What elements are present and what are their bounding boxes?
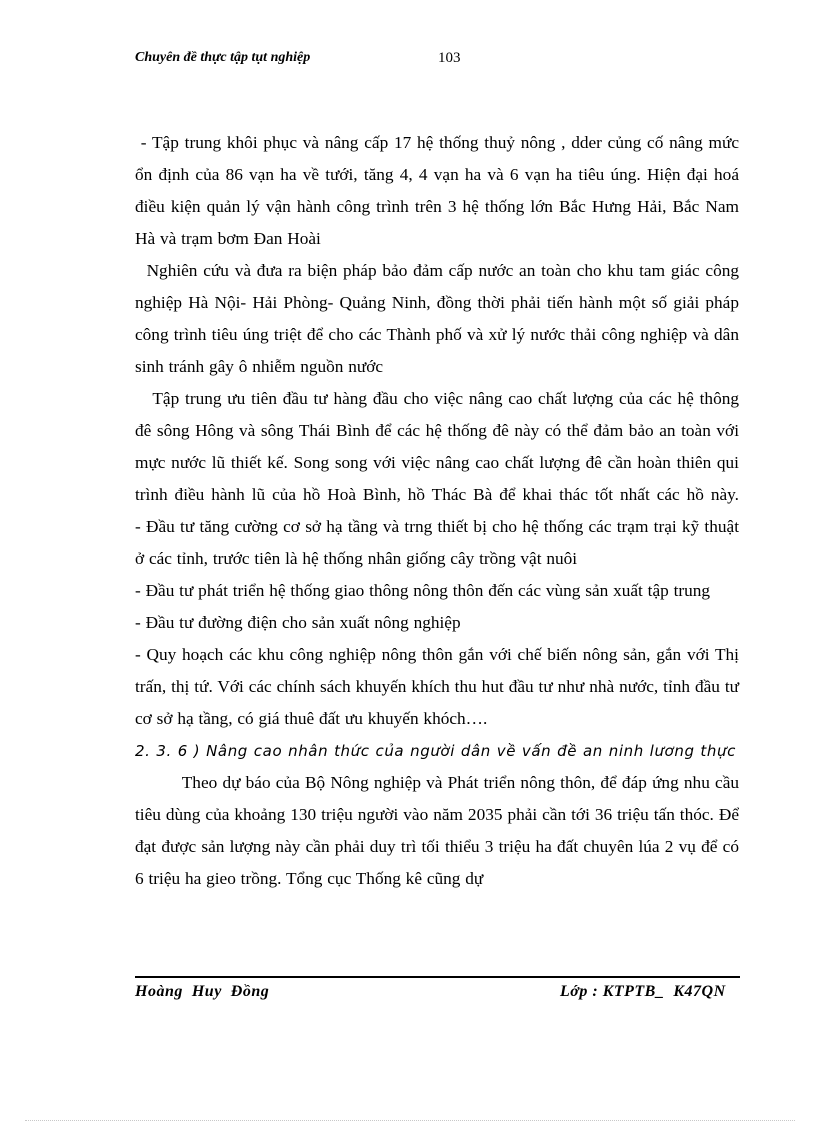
paragraph-dyke-system: Tập trung ưu tiên đầu tư hàng đầu cho việc nâng cao chất lượng của các hệ thông đê sông Hông và sông Thái Bình để các hệ thống đê này có thể đảm bảo an toàn với mực nước lũ thiết kế. Song song với việc nâng cao chất lượng đê cần hoàn thiên qui trình điều hành lũ của hồ Hoà Bình, hồ Thác Bà để khai thác tốt nhất các hồ này.: [135, 389, 744, 504]
footer-author: Hoàng Huy Đồng: [135, 983, 270, 1000]
paragraph-industrial-zones: - Quy hoạch các khu công nghiệp nông thôn gắn với chế biến nông sản, gắn với Thị trấn, thị tứ. Với các chính sách khuyến khích thu hut đầu tư như nhà nước, tỉnh đầu tư cơ sở hạ tầng, có giá thuê đất ưu khuyến khóch….: [135, 645, 739, 728]
paragraph-infrastructure: - Đầu tư tăng cường cơ sở hạ tầng và trng thiết bị cho hệ thống các trạm trại kỹ thuật ở các tỉnh, trước tiên là hệ thống nhân giống cây trồng vật nuôi: [135, 517, 739, 568]
paragraph-transport: - Đầu tư phát triển hệ thống giao thông nông thôn đến các vùng sản xuất tập trung: [135, 581, 711, 600]
header-title: Chuyên đề thực tập tụt nghiệp: [135, 50, 311, 65]
paragraph-water-supply: Nghiên cứu và đưa ra biện pháp bảo đảm cấp nước an toàn cho khu tam giác công nghiệp Hà Nội- Hải Phòng- Quảng Ninh, đồng thời phải tiến hành một số giải pháp công trình tiêu úng triệt để cho các Thành phố và xử lý nước thải công nghiệp và dân sinh tránh gây ô nhiễm nguồn nước: [135, 261, 744, 376]
footer-divider: [135, 976, 740, 978]
paragraph-irrigation: - Tập trung khôi phục và nâng cấp 17 hệ thống thuỷ nông , dder củng cố nâng mức ổn định của 86 vạn ha về tưới, tăng 4, 4 vạn ha và 6 vạn ha tiêu úng. Hiện đại hoá điều kiện quản lý vận hành công trình trên 3 hệ thống lớn Bắc Hưng Hải, Bắc Nam Hà và trạm bơm Đan Hoài: [135, 133, 744, 248]
footer-class: Lớp : KTPTB_ K47QN: [560, 983, 726, 1000]
body-text: [135, 127, 744, 895]
page-bottom-edge: [25, 1120, 795, 1121]
paragraph-electricity: - Đầu tư đường điện cho sản xuất nông nghiệp: [135, 613, 461, 632]
page-number: 103: [438, 50, 461, 66]
paragraph-forecast: Theo dự báo của Bộ Nông nghiệp và Phát triển nông thôn, để đáp ứng nhu cầu tiêu dùng của khoảng 130 triệu người vào năm 2035 phải cần tới 36 triệu tấn thóc. Để đạt được sản lượng này cần phải duy trì tối thiểu 3 triệu ha đất chuyên lúa 2 vụ để có 6 triệu ha gieo trồng. Tổng cục Thống kê cũng dự: [135, 773, 744, 888]
section-heading: 2. 3. 6 ) Nâng cao nhân thức của người dân về vấn đề an ninh lương thực: [135, 742, 736, 760]
